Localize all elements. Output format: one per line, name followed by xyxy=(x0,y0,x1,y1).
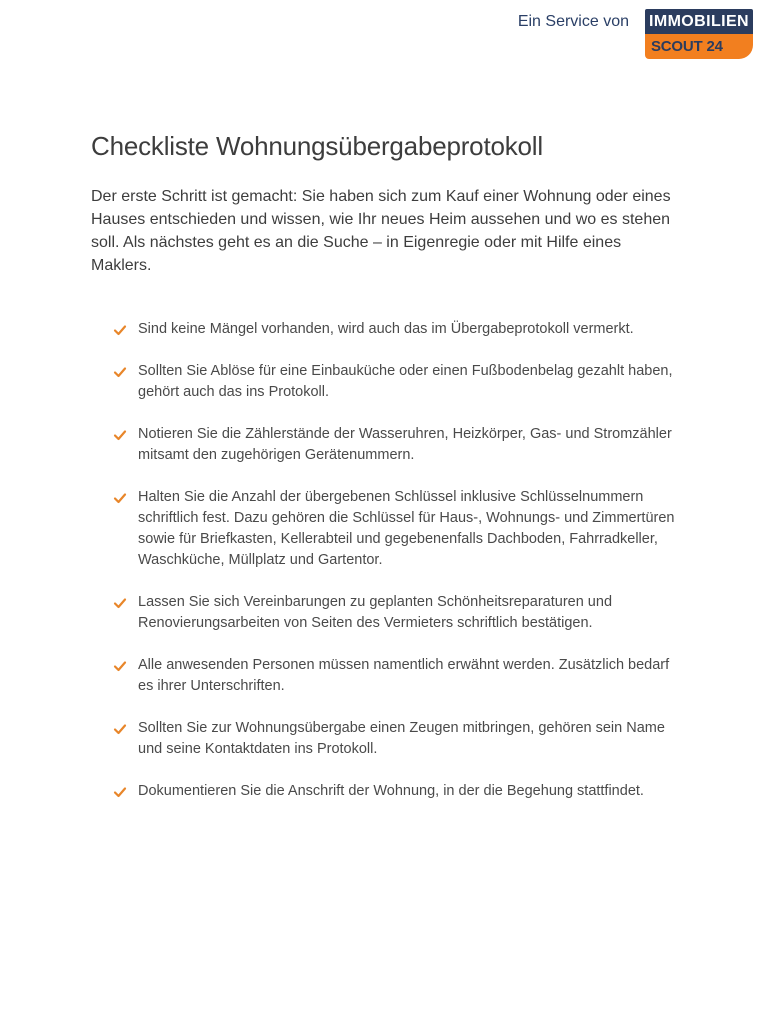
check-icon xyxy=(113,659,127,673)
logo-top: IMMOBILIEN xyxy=(645,9,753,34)
check-icon xyxy=(113,428,127,442)
page-title: Checkliste Wohnungsübergabeprotokoll xyxy=(91,131,543,161)
check-icon xyxy=(113,323,127,337)
checklist-item xyxy=(91,718,681,760)
immobilienscout24-logo xyxy=(645,9,753,59)
checklist-item xyxy=(91,361,681,403)
check-icon xyxy=(113,785,127,799)
checklist xyxy=(91,319,681,802)
checklist-item-text: Notieren Sie die Zählerstände der Wasseruhren, Heizkörper, Gas- und Stromzähler mitsamt den zugehörigen Gerätenummern. xyxy=(138,426,672,463)
checklist-item-text: Alle anwesenden Personen müssen namentlich erwähnt werden. Zusätzlich bedarf es ihrer Unterschriften. xyxy=(138,657,670,694)
check-icon xyxy=(113,722,127,736)
service-text: Ein Service von xyxy=(517,13,629,30)
checklist-item xyxy=(91,319,681,340)
checklist-item-text: Halten Sie die Anzahl der übergebenen Schlüssel inklusive Schlüsselnummern schriftlich fest. Dazu gehören die Schlüssel für Haus-, Wohnungs- und Zimmertüren sowie für Briefkasten, Kellerabteil und gegebenenfalls Dachboden, Fahrradkeller, Waschküche, Müllplatz und Gartentor. xyxy=(138,489,675,568)
check-icon xyxy=(113,365,127,379)
logo-bottom: SCOUT 24 xyxy=(645,34,753,59)
checklist-item xyxy=(91,655,681,697)
checklist-item xyxy=(91,592,681,634)
checklist-item-text: Sollten Sie Ablöse für eine Einbauküche oder einen Fußbodenbelag gezahlt haben, gehört auch das ins Protokoll. xyxy=(138,363,673,400)
page-header xyxy=(518,9,753,59)
intro-paragraph: Der erste Schritt ist gemacht: Sie haben sich zum Kauf einer Wohnung oder eines Hauses entschieden und wissen, wie Ihr neues Heim aussehen und wo es stehen soll. Als nächstes geht es an die Suche – in Eigenregie oder mit Hilfe eines Maklers. xyxy=(91,188,671,274)
checklist-item-text: Sollten Sie zur Wohnungsübergabe einen Zeugen mitbringen, gehören sein Name und seine Kontaktdaten ins Protokoll. xyxy=(138,720,665,757)
document-content xyxy=(91,128,681,823)
check-icon xyxy=(113,596,127,610)
checklist-item xyxy=(91,781,681,802)
checklist-item-text: Lassen Sie sich Vereinbarungen zu geplanten Schönheitsreparaturen und Renovierungsarbeiten von Seiten des Vermieters schriftlich bestätigen. xyxy=(138,594,613,631)
check-icon xyxy=(113,491,127,505)
checklist-item xyxy=(91,487,681,571)
checklist-item-text: Sind keine Mängel vorhanden, wird auch das im Übergabeprotokoll vermerkt. xyxy=(138,321,634,337)
checklist-item-text: Dokumentieren Sie die Anschrift der Wohnung, in der die Begehung stattfindet. xyxy=(138,783,644,799)
checklist-item xyxy=(91,424,681,466)
